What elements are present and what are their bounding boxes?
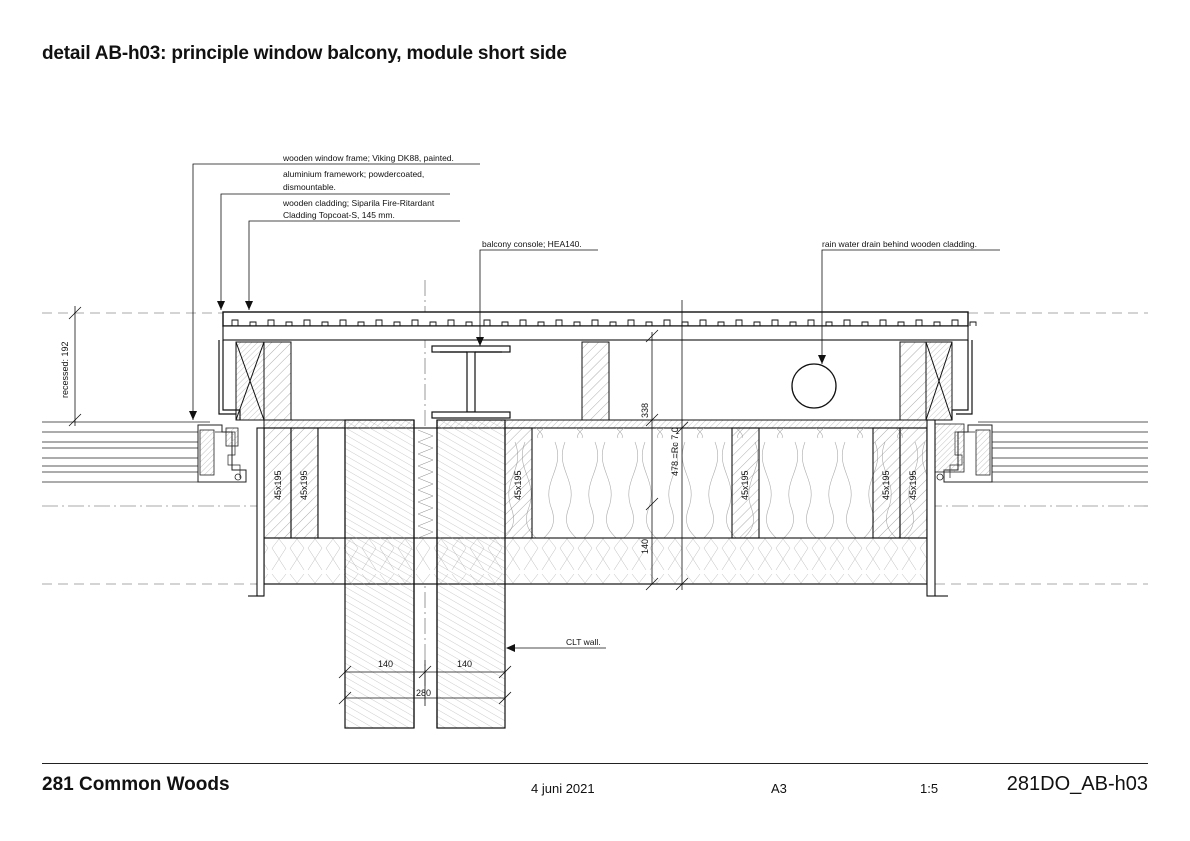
rain-water-drain-pipe — [792, 364, 836, 408]
annotation-clt: CLT wall. — [566, 637, 601, 647]
dimension-478: 478 =Rc 7,0 — [670, 427, 680, 476]
dimension-140-left: 140 — [378, 659, 394, 669]
drawing-date: 4 juni 2021 — [531, 781, 595, 796]
dimension-280: 280 — [416, 688, 432, 698]
stud-label: 45x195 — [908, 470, 918, 500]
annotation-framework-line2: dismountable. — [283, 182, 336, 192]
dimension-recessed: recessed: 192 — [60, 341, 70, 398]
annotation-window-frame: wooden window frame; Viking DK88, painted. — [283, 153, 454, 163]
drawing-code: 281DO_AB-h03 — [1006, 773, 1148, 795]
stud-label: 45x195 — [273, 470, 283, 500]
stud-label: 45x195 — [513, 470, 523, 500]
leader-cladding — [249, 221, 460, 310]
drawing-title: detail AB-h03: principle window balcony, module short side — [42, 43, 567, 64]
dimension-338: 338 — [640, 402, 650, 418]
stud-label: 45x195 — [299, 470, 309, 500]
paper-format: A3 — [771, 781, 787, 796]
annotation-cladding-line2: Cladding Topcoat-S, 145 mm. — [283, 210, 395, 220]
stud-label: 45x195 — [881, 470, 891, 500]
wooden-cladding-deck — [223, 312, 976, 340]
annotation-cladding-line1: wooden cladding; Siparila Fire-Ritardant — [283, 198, 435, 208]
title-block-rule — [42, 763, 1148, 764]
annotation-framework-line1: aluminium framework; powdercoated, — [283, 169, 425, 179]
annotation-drain: rain water drain behind wooden cladding. — [822, 239, 977, 249]
wooden-battens — [236, 342, 952, 420]
stud-label: 45x195 — [740, 470, 750, 500]
dimension-140-vertical: 140 — [640, 538, 650, 554]
dimension-140-right: 140 — [457, 659, 473, 669]
left-window-frame — [42, 422, 246, 482]
project-name: 281 Common Woods — [42, 774, 230, 795]
hea140-console — [432, 346, 510, 418]
drawing-scale: 1:5 — [920, 781, 939, 796]
annotation-console: balcony console; HEA140. — [482, 239, 582, 249]
right-window-frame — [928, 422, 1148, 482]
